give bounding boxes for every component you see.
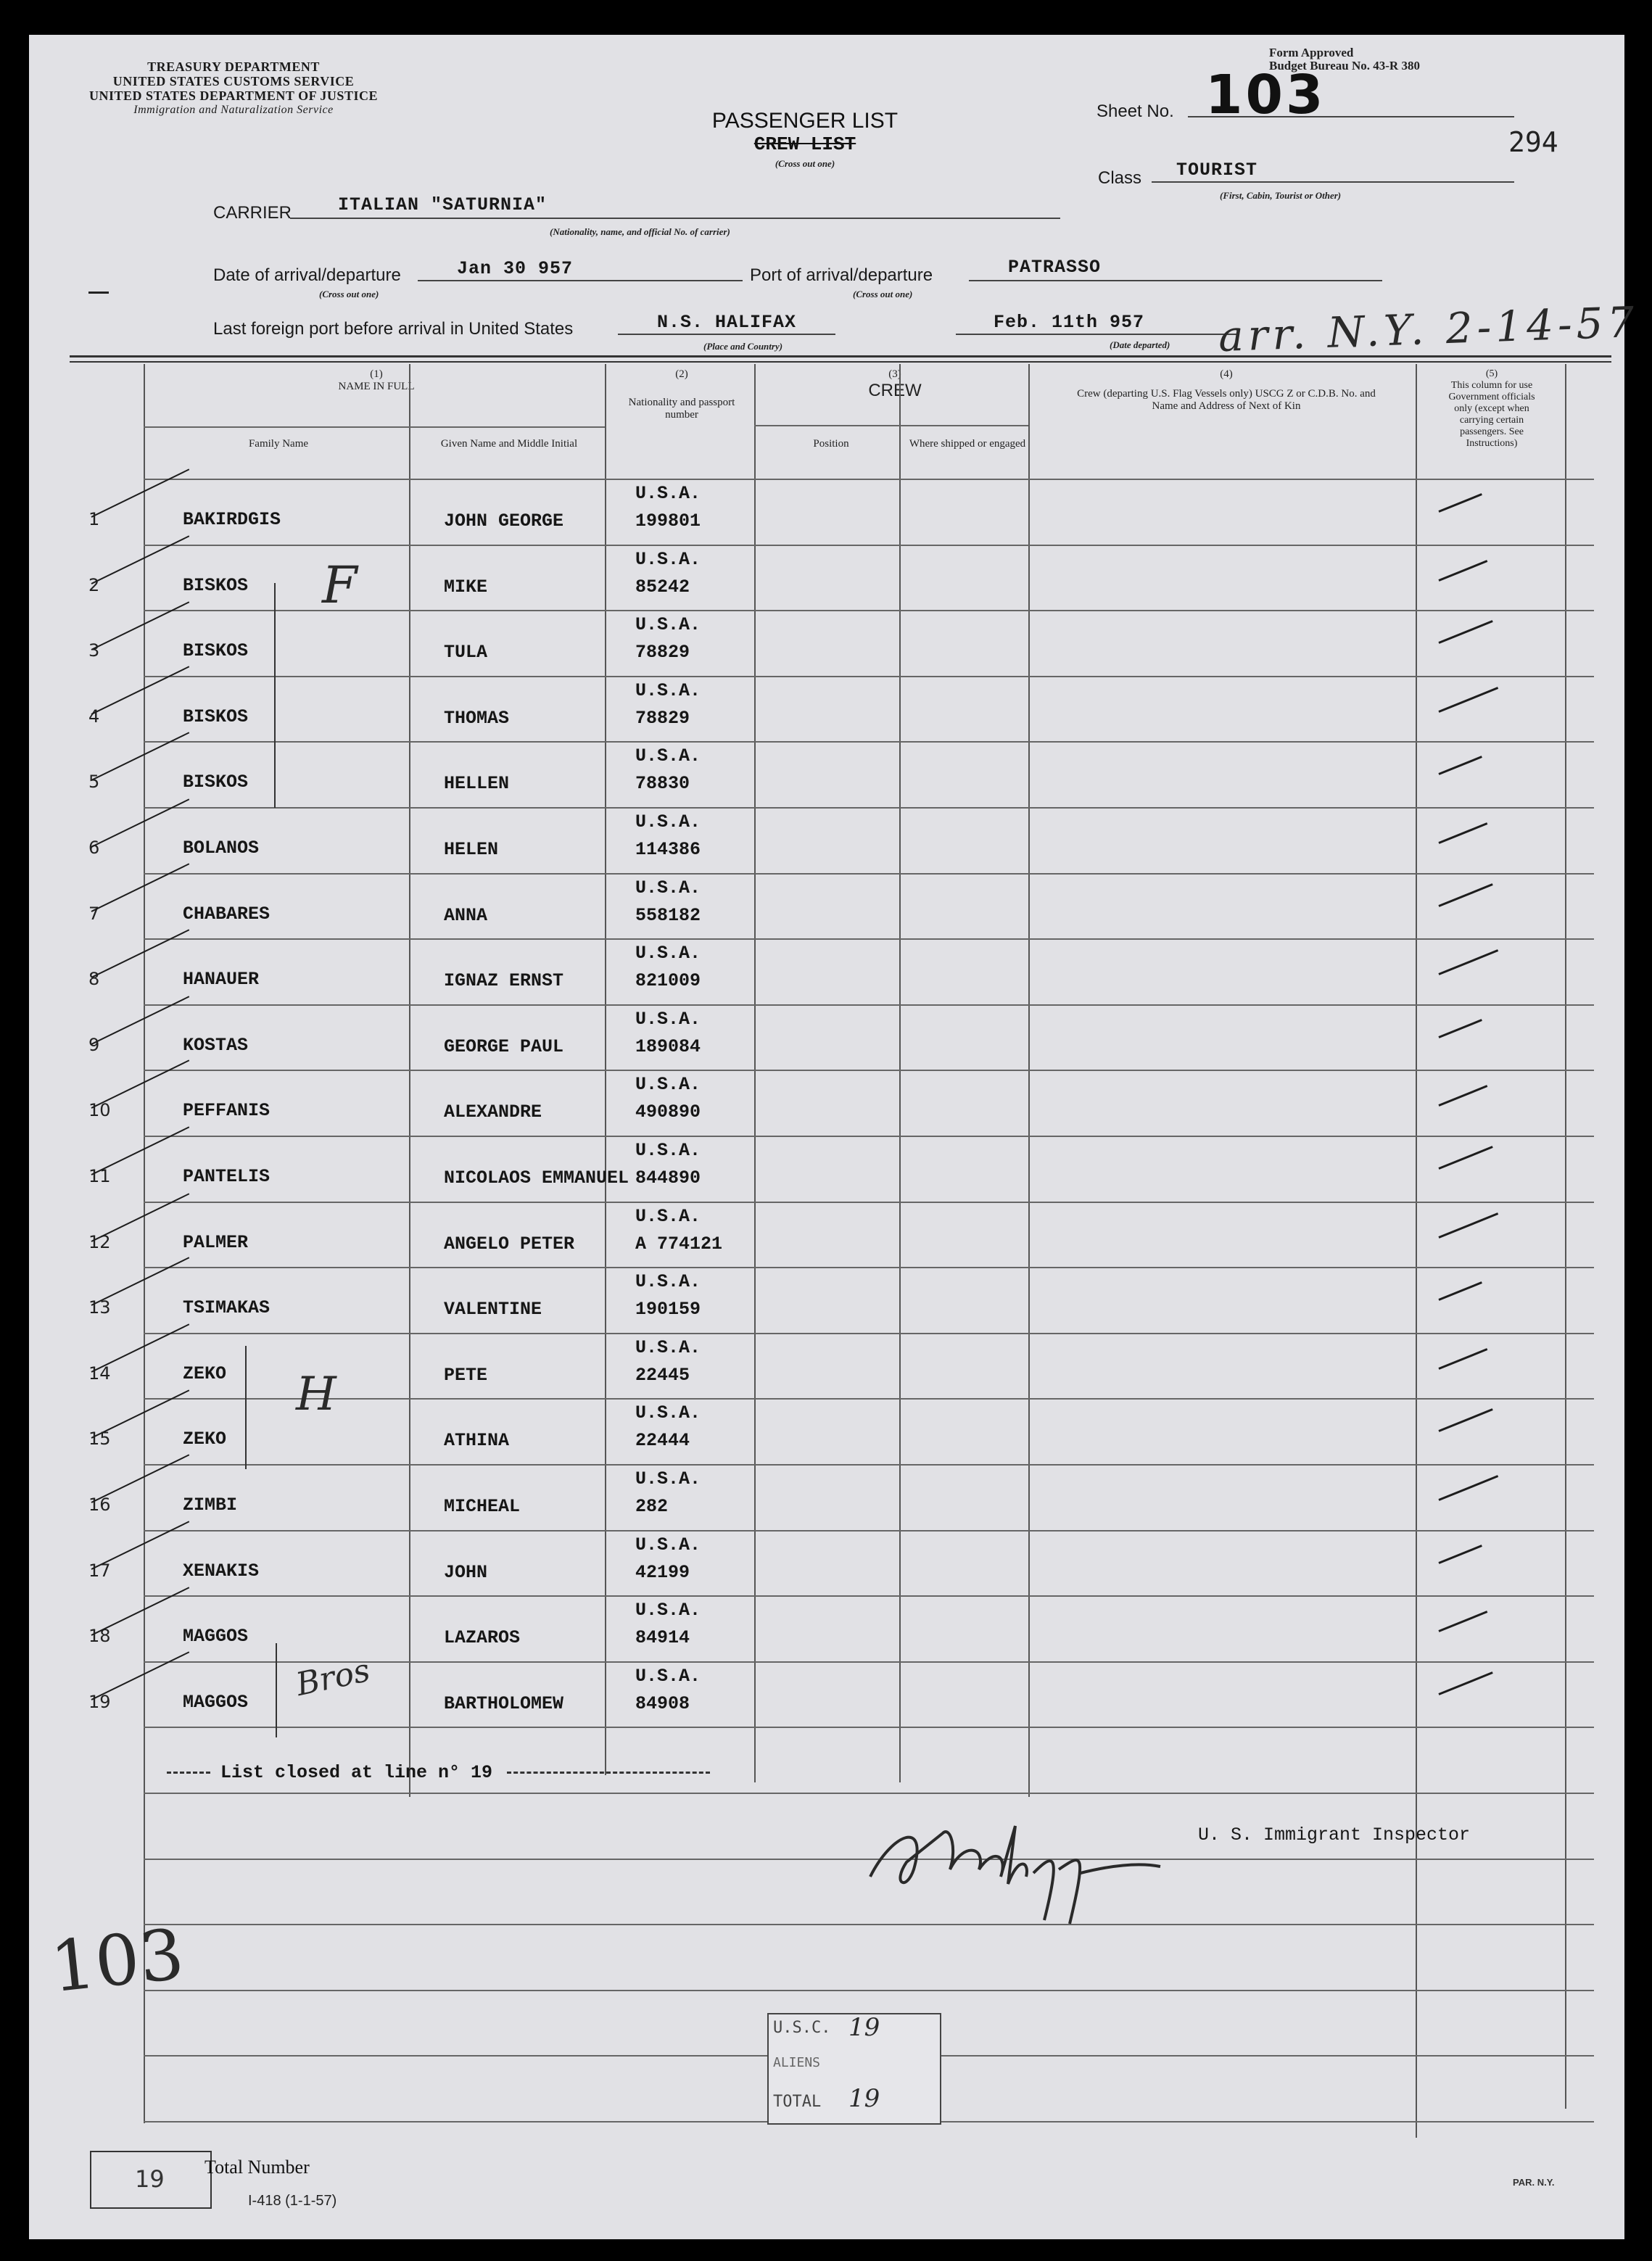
official-tick <box>1438 687 1498 713</box>
given-name-cell: PETE <box>444 1365 488 1386</box>
port-label: Port of arrival/departure <box>750 265 933 285</box>
passport-cell: 84914 <box>635 1627 690 1648</box>
family-name-cell: HANAUER <box>183 969 260 990</box>
official-tick <box>1438 883 1492 907</box>
handwritten-mark-h: H <box>296 1368 336 1421</box>
given-name-cell: GEORGE PAUL <box>444 1036 564 1057</box>
given-name-cell: NICOLAOS EMMANUEL <box>444 1167 629 1189</box>
official-tick <box>1438 1212 1498 1239</box>
col3-header <box>759 368 1031 401</box>
table-row <box>29 1136 1624 1202</box>
date-label: Date of arrival/departure <box>213 265 401 285</box>
given-name-cell: BARTHOLOMEW <box>444 1693 564 1714</box>
given-name-cell: TULA <box>444 642 488 663</box>
row-number: 16 <box>88 1495 111 1515</box>
table-row <box>29 1661 1624 1727</box>
carrier-note: (Nationality, name, and official No. of carrier) <box>550 226 730 237</box>
given-name-cell: MIKE <box>444 576 488 598</box>
table-row <box>29 807 1624 873</box>
passport-cell: 84908 <box>635 1693 690 1714</box>
nationality-cell: U.S.A. <box>635 1271 701 1292</box>
port-value: PATRASSO <box>1008 257 1102 278</box>
total-number-label: Total Number <box>205 2157 310 2178</box>
official-tick <box>1438 1019 1482 1038</box>
date-departed-value: Feb. 11th 957 <box>994 312 1145 333</box>
official-tick <box>1438 1408 1492 1432</box>
top-rule-2 <box>70 361 1611 363</box>
nationality-cell: U.S.A. <box>635 877 701 898</box>
official-tick <box>1438 1085 1487 1107</box>
row-number: 3 <box>88 640 100 661</box>
table-row <box>29 479 1624 545</box>
nationality-cell: U.S.A. <box>635 549 701 570</box>
class-label: Class <box>1098 168 1142 188</box>
col1-title: NAME IN FULL <box>338 381 415 392</box>
row-number: 13 <box>88 1297 111 1318</box>
row-number: 1 <box>88 509 100 529</box>
margin-dash <box>88 292 109 294</box>
title-crew-crossed: CREW LIST <box>753 133 856 155</box>
passport-cell: 78829 <box>635 642 690 663</box>
table-row <box>29 1464 1624 1530</box>
family-name-cell: BOLANOS <box>183 838 260 859</box>
family-name-cell: BISKOS <box>183 640 249 661</box>
nationality-cell: U.S.A. <box>635 680 701 701</box>
given-name-cell: VALENTINE <box>444 1299 542 1320</box>
inspector-title: U. S. Immigrant Inspector <box>1198 1824 1471 1845</box>
passport-cell: 78829 <box>635 708 690 729</box>
form-approved-line: Form Approved <box>1269 46 1354 59</box>
row-number: 10 <box>88 1100 111 1120</box>
given-name-cell: HELLEN <box>444 773 510 794</box>
nationality-cell: U.S.A. <box>635 1402 701 1423</box>
table-row <box>29 1333 1624 1399</box>
table-row <box>29 610 1624 676</box>
nationality-cell: U.S.A. <box>635 1600 701 1621</box>
official-tick <box>1438 1671 1492 1695</box>
port-underline <box>969 280 1382 281</box>
family-name-cell: MAGGOS <box>183 1626 249 1647</box>
arrival-handwritten: arr. N.Y. 2-14-57 <box>1217 297 1640 362</box>
col3-num: (3) <box>888 368 901 380</box>
form-code: I-418 (1-1-57) <box>248 2193 337 2209</box>
passport-cell: 78830 <box>635 773 690 794</box>
agency-line: TREASURY DEPARTMENT <box>147 59 320 74</box>
last-port-note: (Place and Country) <box>703 341 783 352</box>
official-tick <box>1438 822 1487 844</box>
date-value: Jan 30 957 <box>457 258 574 279</box>
sheet-label: Sheet No. <box>1096 102 1174 121</box>
date-departed-note: (Date departed) <box>1110 339 1170 350</box>
nationality-cell: U.S.A. <box>635 811 701 832</box>
row-rule <box>144 1793 1594 1794</box>
given-name-cell: HELEN <box>444 839 499 860</box>
family-name-cell: XENAKIS <box>183 1561 260 1582</box>
given-name-cell: LAZAROS <box>444 1627 521 1648</box>
family-name-cell: BISKOS <box>183 575 249 596</box>
col4-num: (4) <box>1220 368 1233 380</box>
closed-dash <box>167 1772 210 1774</box>
col1-header <box>148 368 605 393</box>
nationality-cell: U.S.A. <box>635 1074 701 1095</box>
sheet-number: 103 <box>1205 64 1326 126</box>
passport-cell: 114386 <box>635 839 701 860</box>
row-number: 7 <box>88 904 100 924</box>
check-stroke <box>91 468 190 518</box>
nationality-cell: U.S.A. <box>635 1206 701 1227</box>
family-name-cell: KOSTAS <box>183 1035 249 1056</box>
given-name-cell: ATHINA <box>444 1430 510 1451</box>
date-underline <box>418 280 743 281</box>
stamp-usc-value: 19 <box>848 2013 880 2042</box>
table-row <box>29 1398 1624 1464</box>
row-number: 17 <box>88 1561 111 1581</box>
handwritten-mark-f: F <box>322 555 358 615</box>
passport-cell: 844890 <box>635 1167 701 1189</box>
family-name-cell: CHABARES <box>183 904 270 925</box>
family-name-header: Family Name <box>248 438 309 450</box>
passport-cell: 558182 <box>635 905 701 926</box>
carrier-underline <box>290 218 1060 219</box>
agency-line: UNITED STATES CUSTOMS SERVICE <box>112 74 355 88</box>
corner-number: 294 <box>1508 126 1558 158</box>
passport-cell: 189084 <box>635 1036 701 1057</box>
row-number: 14 <box>88 1363 111 1384</box>
row-number: 9 <box>88 1035 100 1055</box>
table-row <box>29 1267 1624 1333</box>
col5-title: This column for use Government officials only (except when carrying certain passengers. See Instructions) <box>1448 380 1535 449</box>
nationality-cell: U.S.A. <box>635 1009 701 1030</box>
official-tick <box>1438 560 1487 582</box>
class-underline <box>1152 181 1514 183</box>
top-rule <box>70 355 1611 357</box>
official-tick <box>1438 1281 1482 1301</box>
list-closed-label: List closed at line n° 19 <box>220 1762 493 1783</box>
nationality-cell: U.S.A. <box>635 483 701 504</box>
row-number: 18 <box>88 1626 111 1646</box>
count-stamp <box>767 2013 941 2125</box>
agency-heading <box>74 59 393 117</box>
row-number: 15 <box>88 1429 111 1449</box>
table-row <box>29 1530 1624 1596</box>
closed-dash <box>507 1772 710 1774</box>
row-number: 5 <box>88 772 100 792</box>
passport-cell: 821009 <box>635 970 701 991</box>
list-closed-text <box>167 1762 710 1783</box>
passport-cell: 199801 <box>635 511 701 532</box>
passport-cell: 22444 <box>635 1430 690 1451</box>
row-number: 12 <box>88 1232 111 1252</box>
shipped-header: Where shipped or engaged <box>909 438 1026 450</box>
passport-cell: 282 <box>635 1496 669 1517</box>
stamp-aliens-label: ALIENS <box>773 2055 821 2070</box>
official-tick <box>1438 756 1482 775</box>
official-tick <box>1438 1348 1487 1370</box>
nationality-cell: U.S.A. <box>635 1468 701 1489</box>
table-row <box>29 545 1624 611</box>
agency-line: Immigration and Naturalization Service <box>133 104 334 116</box>
nationality-cell: U.S.A. <box>635 943 701 964</box>
given-name-cell: JOHN GEORGE <box>444 511 564 532</box>
stamp-usc-label: U.S.C. <box>773 2019 831 2037</box>
table-row <box>29 1202 1624 1268</box>
table-row <box>29 676 1624 742</box>
table-row <box>29 938 1624 1004</box>
family-name-cell: PEFFANIS <box>183 1100 270 1121</box>
last-port-value: N.S. HALIFAX <box>657 312 797 333</box>
family-name-cell: MAGGOS <box>183 1692 249 1713</box>
title-note: (Cross out one) <box>775 158 835 169</box>
given-name-cell: ANNA <box>444 905 488 926</box>
passport-cell: 22445 <box>635 1365 690 1386</box>
table-row <box>29 741 1624 807</box>
table-row <box>29 1070 1624 1136</box>
passport-cell: 190159 <box>635 1299 701 1320</box>
family-name-cell: ZEKO <box>183 1429 227 1450</box>
budget-bureau-line: Budget Bureau No. 43-R 380 <box>1269 59 1420 73</box>
official-tick <box>1438 949 1498 975</box>
margin-number: 103 <box>46 1913 188 2009</box>
family-name-cell: BAKIRDGIS <box>183 509 281 530</box>
official-tick <box>1438 620 1492 644</box>
date-departed-underline <box>956 334 1239 335</box>
col3-title: CREW <box>868 381 922 400</box>
bracket-line-biskos <box>274 583 276 808</box>
header-subrule <box>754 425 1028 426</box>
family-name-cell: ZEKO <box>183 1363 227 1384</box>
row-number: 6 <box>88 838 100 858</box>
family-name-cell: PANTELIS <box>183 1166 270 1187</box>
family-name-cell: TSIMAKAS <box>183 1297 270 1318</box>
total-number-value: 19 <box>135 2165 165 2193</box>
passport-cell: 42199 <box>635 1562 690 1583</box>
row-number: 19 <box>88 1692 111 1712</box>
given-name-cell: MICHEAL <box>444 1496 521 1517</box>
carrier-label: CARRIER <box>213 203 292 223</box>
given-name-header: Given Name and Middle Initial <box>440 438 578 450</box>
last-port-underline <box>618 334 835 335</box>
row-number: 4 <box>88 706 100 727</box>
nationality-cell: U.S.A. <box>635 745 701 766</box>
table-row <box>29 1595 1624 1661</box>
port-note: (Cross out one) <box>853 289 913 299</box>
col2-num: (2) <box>675 368 688 380</box>
table-row <box>29 1004 1624 1070</box>
stamp-total-value: 19 <box>848 2084 880 2113</box>
passenger-list-sheet <box>29 35 1640 2239</box>
passport-cell: 85242 <box>635 576 690 598</box>
handwritten-bracket-note: Bros <box>292 1651 373 1704</box>
col2-title: Nationality and passport number <box>628 397 735 421</box>
official-tick <box>1438 1146 1492 1170</box>
official-tick <box>1438 1475 1498 1501</box>
passport-cell: 490890 <box>635 1101 701 1123</box>
header-subrule <box>144 426 605 428</box>
passport-cell: A 774121 <box>635 1233 723 1254</box>
family-name-cell: BISKOS <box>183 772 249 793</box>
family-name-cell: BISKOS <box>183 706 249 727</box>
last-port-label: Last foreign port before arrival in United States <box>213 319 574 339</box>
col2-header <box>609 368 754 421</box>
agency-line: UNITED STATES DEPARTMENT OF JUSTICE <box>89 88 378 103</box>
class-value: TOURIST <box>1176 160 1258 181</box>
given-name-cell: IGNAZ ERNST <box>444 970 564 991</box>
official-tick <box>1438 1611 1487 1632</box>
row-number: 11 <box>88 1166 111 1186</box>
nationality-cell: U.S.A. <box>635 614 701 635</box>
given-name-cell: THOMAS <box>444 708 510 729</box>
page-title: PASSENGER LIST <box>711 109 899 133</box>
family-name-cell: PALMER <box>183 1232 249 1253</box>
bracket-line-maggos <box>276 1643 277 1737</box>
inspector-signature <box>863 1804 1168 1927</box>
row-rule <box>144 1990 1594 1991</box>
col1-num: (1) <box>370 368 383 380</box>
nationality-cell: U.S.A. <box>635 1140 701 1161</box>
col5-num: (5) <box>1485 368 1498 379</box>
total-number-box <box>90 2151 212 2209</box>
table-row <box>29 873 1624 939</box>
nationality-cell: U.S.A. <box>635 1666 701 1687</box>
position-header: Position <box>813 438 849 450</box>
given-name-cell: JOHN <box>444 1562 488 1583</box>
date-note: (Cross out one) <box>319 289 379 299</box>
family-name-cell: ZIMBI <box>183 1495 238 1516</box>
col4-title: Crew (departing U.S. Flag Vessels only) USCG Z or C.D.B. No. and Name and Address of Next of Kin <box>1077 388 1376 412</box>
given-name-cell: ANGELO PETER <box>444 1233 575 1254</box>
carrier-value: ITALIAN "SATURNIA" <box>338 194 548 215</box>
col4-header <box>1037 368 1416 413</box>
given-name-cell: ALEXANDRE <box>444 1101 542 1123</box>
nationality-cell: U.S.A. <box>635 1337 701 1358</box>
printer-mark: PAR. N.Y. <box>1513 2177 1555 2188</box>
col5-header <box>1418 368 1565 450</box>
class-note: (First, Cabin, Tourist or Other) <box>1220 190 1342 201</box>
official-tick <box>1438 493 1482 513</box>
stamp-total-label: TOTAL <box>773 2093 822 2111</box>
official-tick <box>1438 1545 1482 1564</box>
nationality-cell: U.S.A. <box>635 1534 701 1555</box>
row-number: 8 <box>88 969 100 989</box>
row-number: 2 <box>88 575 100 595</box>
bracket-line-zeko <box>245 1346 247 1469</box>
